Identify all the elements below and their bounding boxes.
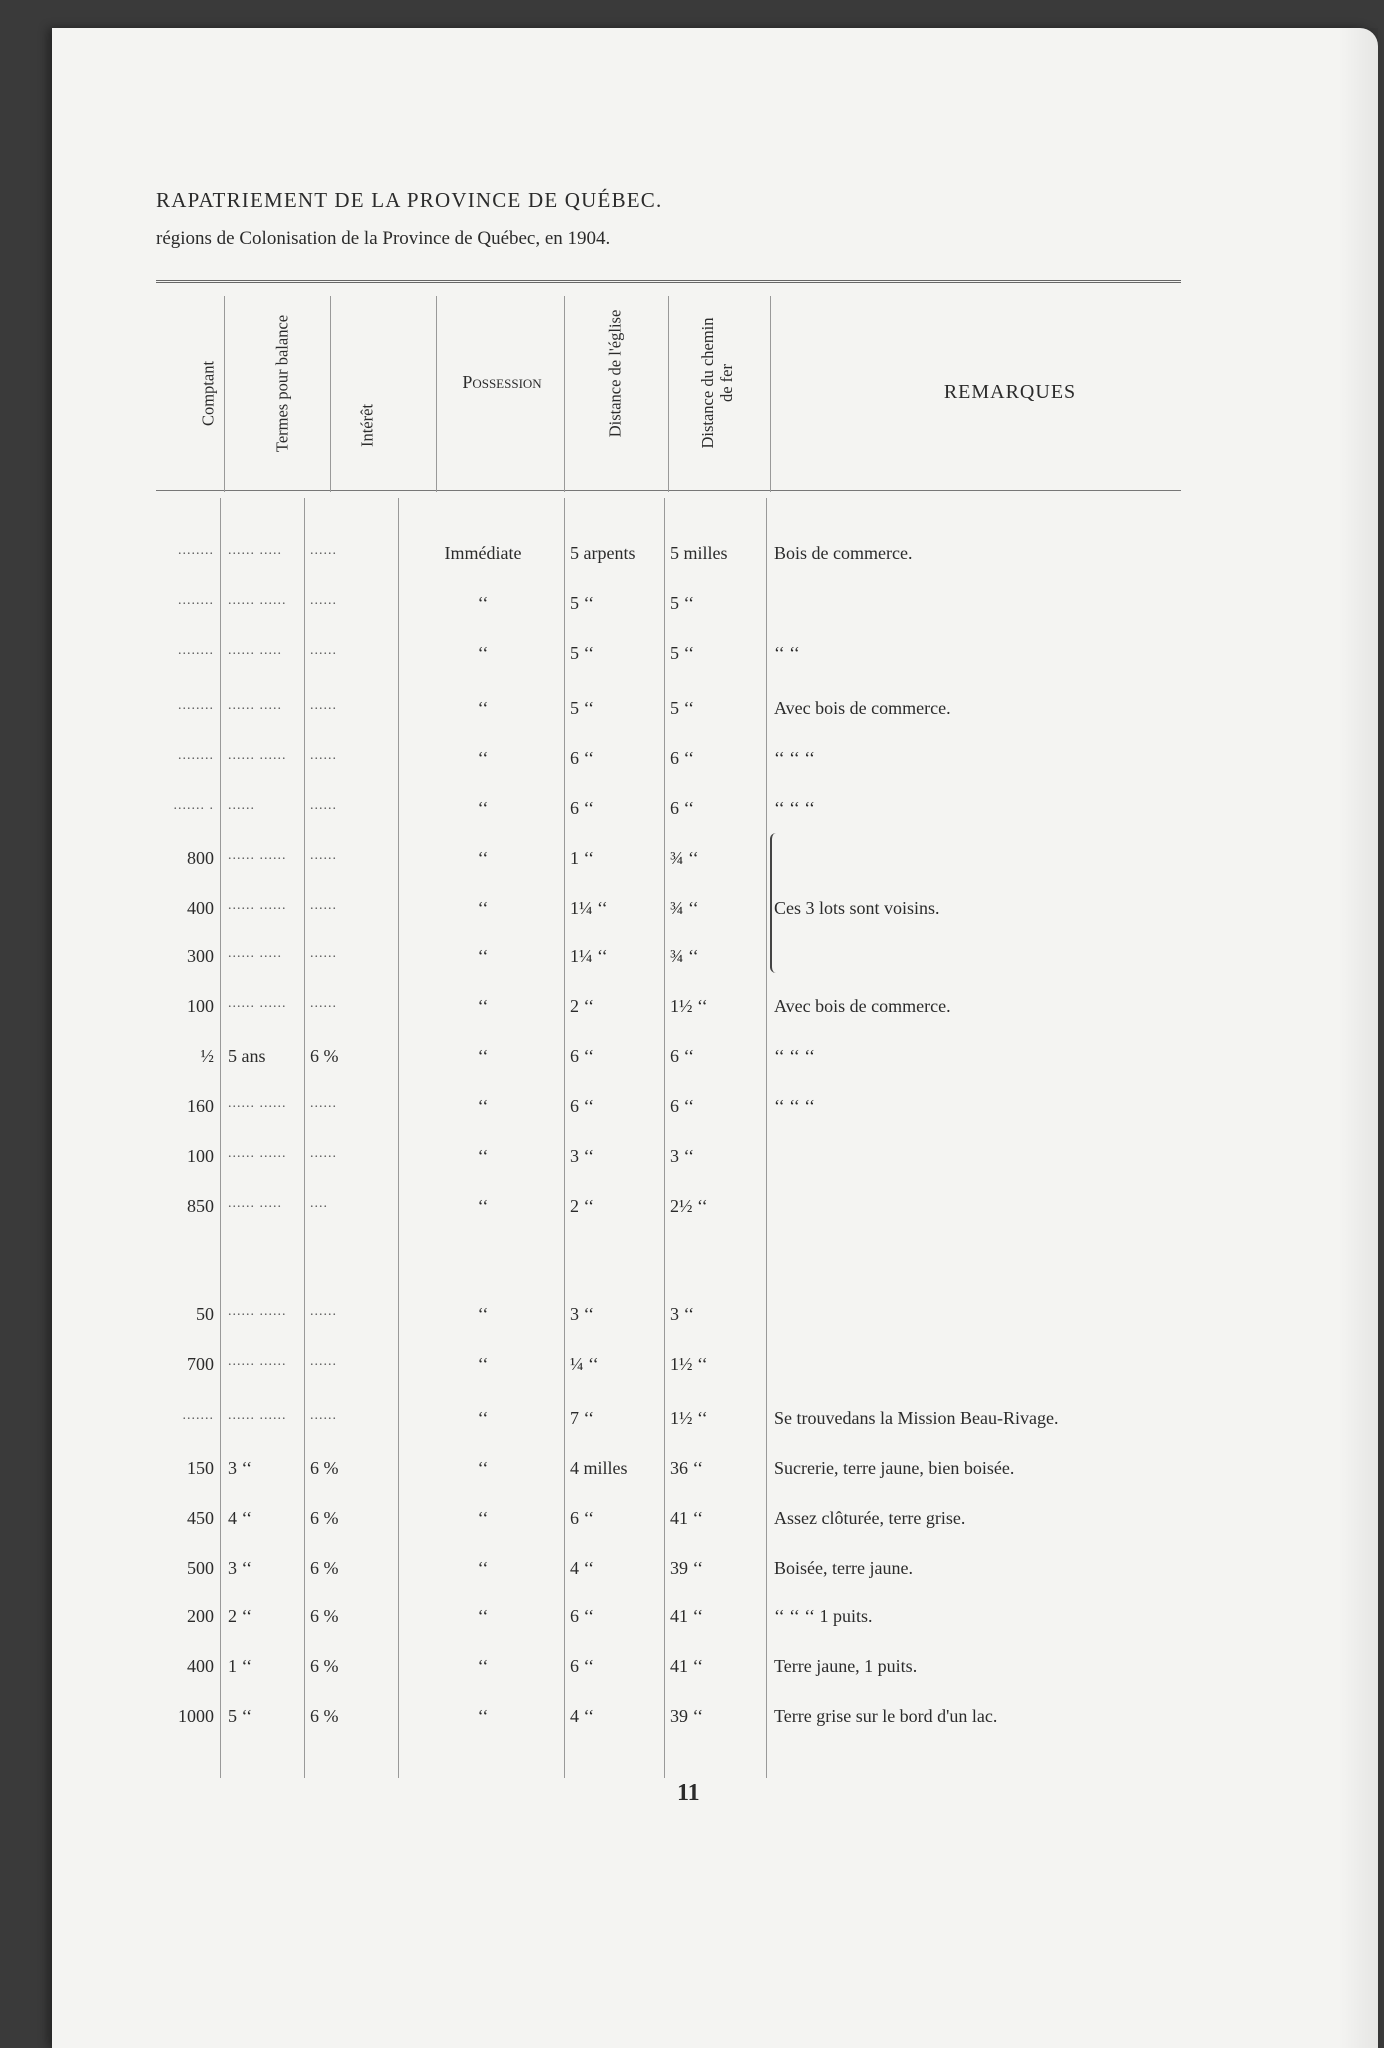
- cell-interet: 6 %: [310, 1606, 339, 1626]
- cell-eglise: 1 ‘‘: [570, 848, 595, 868]
- cell-interet: ......: [310, 848, 337, 863]
- cell-interet: ......: [310, 898, 337, 913]
- cell-interet: ......: [310, 946, 337, 961]
- header-interet: Intérêt: [357, 403, 377, 448]
- cell-comptant: 160: [187, 1096, 214, 1116]
- column-divider: [564, 498, 565, 1778]
- page-edge-shadow: [1338, 28, 1378, 2048]
- cell-interet: ......: [310, 1146, 337, 1161]
- cell-possession: ‘‘: [477, 1656, 489, 1676]
- header-divider: [224, 296, 225, 492]
- cell-remarques: ‘‘ ‘‘ ‘‘: [774, 1046, 815, 1066]
- cell-comptant: 200: [187, 1606, 214, 1626]
- cell-eglise: ¼ ‘‘: [570, 1354, 599, 1374]
- cell-remarques: ‘‘ ‘‘: [774, 643, 800, 663]
- cell-termes: ...... ......: [228, 1354, 287, 1369]
- cell-comptant: ........: [178, 593, 214, 608]
- cell-eglise: 5 ‘‘: [570, 643, 595, 663]
- cell-comptant: 450: [187, 1508, 214, 1528]
- cell-termes: ...... .....: [228, 698, 282, 713]
- cell-termes: ...... ......: [228, 898, 287, 913]
- cell-comptant: 800: [187, 848, 214, 868]
- cell-possession: ‘‘: [477, 1046, 489, 1066]
- cell-eglise: 5 arpents: [570, 543, 636, 563]
- cell-eglise: 5 ‘‘: [570, 593, 595, 613]
- cell-eglise: 6 ‘‘: [570, 798, 595, 818]
- cell-eglise: 4 ‘‘: [570, 1558, 595, 1578]
- cell-interet: 6 %: [310, 1558, 339, 1578]
- cell-remarques: Ces 3 lots sont voisins.: [774, 898, 940, 918]
- cell-eglise: 2 ‘‘: [570, 996, 595, 1016]
- cell-possession: Immédiate: [444, 543, 522, 563]
- cell-termes: ...... .....: [228, 1196, 282, 1211]
- cell-remarques: ‘‘ ‘‘ ‘‘: [774, 748, 815, 768]
- cell-possession: ‘‘: [477, 1606, 489, 1626]
- column-divider: [766, 498, 767, 1778]
- cell-termes: ...... ......: [228, 1146, 287, 1161]
- cell-interet: ......: [310, 1096, 337, 1111]
- header-termes: Termes pour balance: [272, 314, 292, 453]
- header-divider: [668, 296, 669, 492]
- cell-eglise: 6 ‘‘: [570, 748, 595, 768]
- cell-eglise: 4 ‘‘: [570, 1706, 595, 1726]
- cell-interet: 6 %: [310, 1656, 339, 1676]
- cell-remarques: Se trouvedans la Mission Beau-Rivage.: [774, 1408, 1059, 1428]
- cell-termes: ...... ......: [228, 748, 287, 763]
- header-divider: [330, 296, 331, 492]
- cell-interet: ......: [310, 543, 337, 558]
- cell-termes: ...... ......: [228, 996, 287, 1011]
- cell-comptant: .......: [182, 1408, 214, 1423]
- cell-eglise: 1¼ ‘‘: [570, 946, 608, 966]
- cell-termes: ...... ......: [228, 848, 287, 863]
- header-comptant: Comptant: [198, 360, 218, 427]
- header-divider: [436, 296, 437, 492]
- cell-comptant: 50: [196, 1304, 214, 1324]
- cell-chemin: 6 ‘‘: [670, 1046, 695, 1066]
- column-divider: [304, 498, 305, 1778]
- cell-termes: ...... ......: [228, 1408, 287, 1423]
- cell-comptant: ........: [178, 748, 214, 763]
- cell-eglise: 5 ‘‘: [570, 698, 595, 718]
- cell-termes: ......: [228, 798, 255, 813]
- cell-chemin: 36 ‘‘: [670, 1458, 704, 1478]
- cell-possession: ‘‘: [477, 798, 489, 818]
- cell-interet: ......: [310, 748, 337, 763]
- cell-comptant: ........: [178, 698, 214, 713]
- cell-interet: ....: [310, 1196, 328, 1211]
- cell-interet: 6 %: [310, 1508, 339, 1528]
- cell-eglise: 6 ‘‘: [570, 1508, 595, 1528]
- cell-chemin: 1½ ‘‘: [670, 1408, 708, 1428]
- cell-chemin: 41 ‘‘: [670, 1606, 704, 1626]
- cell-remarques: Boisée, terre jaune.: [774, 1558, 913, 1578]
- cell-possession: ‘‘: [477, 1196, 489, 1216]
- header-possession: Possession: [462, 372, 542, 392]
- cell-remarques: Sucrerie, terre jaune, bien boisée.: [774, 1458, 1015, 1478]
- cell-comptant: 400: [187, 898, 214, 918]
- cell-interet: ......: [310, 996, 337, 1011]
- cell-possession: ‘‘: [477, 698, 489, 718]
- cell-comptant: 400: [187, 1656, 214, 1676]
- cell-chemin: 1½ ‘‘: [670, 996, 708, 1016]
- cell-possession: ‘‘: [477, 1706, 489, 1726]
- cell-interet: ......: [310, 698, 337, 713]
- cell-comptant: ........: [178, 643, 214, 658]
- cell-remarques: Terre grise sur le bord d'un lac.: [774, 1706, 998, 1726]
- cell-eglise: 6 ‘‘: [570, 1606, 595, 1626]
- cell-termes: 4 ‘‘: [228, 1508, 253, 1528]
- cell-possession: ‘‘: [477, 1558, 489, 1578]
- cell-comptant: 850: [187, 1196, 214, 1216]
- cell-comptant: 500: [187, 1558, 214, 1578]
- cell-possession: ‘‘: [477, 996, 489, 1016]
- cell-termes: ...... ......: [228, 1096, 287, 1111]
- cell-remarques: Avec bois de commerce.: [774, 698, 951, 718]
- cell-interet: ......: [310, 1304, 337, 1319]
- header-distance-eglise: Distance de l'église: [605, 309, 625, 438]
- cell-chemin: 5 ‘‘: [670, 643, 695, 663]
- cell-termes: ...... ......: [228, 1304, 287, 1319]
- cell-interet: ......: [310, 643, 337, 658]
- cell-chemin: 5 ‘‘: [670, 698, 695, 718]
- cell-possession: ‘‘: [477, 593, 489, 613]
- cell-possession: ‘‘: [477, 1146, 489, 1166]
- cell-eglise: 4 milles: [570, 1458, 628, 1478]
- cell-comptant: 100: [187, 1146, 214, 1166]
- cell-possession: ‘‘: [477, 748, 489, 768]
- document-page: [52, 28, 1378, 2048]
- cell-chemin: 6 ‘‘: [670, 748, 695, 768]
- cell-termes: ...... .....: [228, 643, 282, 658]
- cell-eglise: 3 ‘‘: [570, 1304, 595, 1324]
- cell-remarques: ‘‘ ‘‘ ‘‘: [774, 798, 815, 818]
- cell-comptant: 700: [187, 1354, 214, 1374]
- cell-comptant: 1000: [178, 1706, 214, 1726]
- cell-possession: ‘‘: [477, 1508, 489, 1528]
- cell-possession: ‘‘: [477, 1408, 489, 1428]
- cell-chemin: 6 ‘‘: [670, 1096, 695, 1116]
- header-divider: [770, 296, 771, 492]
- cell-possession: ‘‘: [477, 1354, 489, 1374]
- cell-chemin: ¾ ‘‘: [670, 946, 699, 966]
- cell-eglise: 3 ‘‘: [570, 1146, 595, 1166]
- cell-chemin: 1½ ‘‘: [670, 1354, 708, 1374]
- column-divider: [398, 498, 399, 1778]
- cell-interet: ......: [310, 798, 337, 813]
- cell-chemin: 3 ‘‘: [670, 1146, 695, 1166]
- page-title: RAPATRIEMENT DE LA PROVINCE DE QUÉBEC.: [156, 188, 663, 212]
- cell-termes: 1 ‘‘: [228, 1656, 253, 1676]
- cell-chemin: 5 milles: [670, 543, 728, 563]
- cell-interet: 6 %: [310, 1458, 339, 1478]
- cell-chemin: 39 ‘‘: [670, 1558, 704, 1578]
- cell-remarques: ‘‘ ‘‘ ‘‘: [774, 1096, 815, 1116]
- cell-comptant: 150: [187, 1458, 214, 1478]
- cell-eglise: 1¼ ‘‘: [570, 898, 608, 918]
- cell-remarques: Assez clôturée, terre grise.: [774, 1508, 966, 1528]
- cell-termes: ...... .....: [228, 946, 282, 961]
- cell-remarques: Avec bois de commerce.: [774, 996, 951, 1016]
- cell-eglise: 7 ‘‘: [570, 1408, 595, 1428]
- table-top-rule: [156, 280, 1181, 283]
- cell-termes: 2 ‘‘: [228, 1606, 253, 1626]
- column-divider: [664, 498, 665, 1778]
- cell-chemin: 41 ‘‘: [670, 1656, 704, 1676]
- cell-chemin: ¾ ‘‘: [670, 898, 699, 918]
- cell-chemin: 2½ ‘‘: [670, 1196, 708, 1216]
- cell-chemin: 5 ‘‘: [670, 593, 695, 613]
- cell-chemin: 6 ‘‘: [670, 798, 695, 818]
- header-distance-chemin-de-fer: Distance du chemin de fer: [698, 317, 736, 449]
- cell-comptant: 100: [187, 996, 214, 1016]
- cell-termes: ...... .....: [228, 543, 282, 558]
- grouping-bracket: [770, 833, 778, 973]
- header-remarques: REMARQUES: [943, 381, 1077, 403]
- cell-eglise: 6 ‘‘: [570, 1656, 595, 1676]
- cell-termes: 3 ‘‘: [228, 1458, 253, 1478]
- cell-possession: ‘‘: [477, 1096, 489, 1116]
- cell-chemin: 41 ‘‘: [670, 1508, 704, 1528]
- cell-possession: ‘‘: [477, 1458, 489, 1478]
- header-divider: [564, 296, 565, 492]
- cell-termes: 5 ans: [228, 1046, 266, 1066]
- cell-eglise: 2 ‘‘: [570, 1196, 595, 1216]
- cell-interet: ......: [310, 1408, 337, 1423]
- cell-termes: ...... ......: [228, 593, 287, 608]
- cell-remarques: Bois de commerce.: [774, 543, 913, 563]
- cell-eglise: 6 ‘‘: [570, 1046, 595, 1066]
- cell-remarques: Terre jaune, 1 puits.: [774, 1656, 918, 1676]
- cell-remarques: ‘‘ ‘‘ ‘‘ 1 puits.: [774, 1606, 873, 1626]
- cell-interet: ......: [310, 1354, 337, 1369]
- cell-possession: ‘‘: [477, 946, 489, 966]
- cell-chemin: 3 ‘‘: [670, 1304, 695, 1324]
- cell-possession: ‘‘: [477, 898, 489, 918]
- cell-interet: 6 %: [310, 1046, 339, 1066]
- cell-possession: ‘‘: [477, 643, 489, 663]
- cell-comptant: ....... .: [173, 798, 214, 813]
- cell-interet: 6 %: [310, 1706, 339, 1726]
- cell-termes: 3 ‘‘: [228, 1558, 253, 1578]
- column-divider: [220, 498, 221, 1778]
- page-subtitle: régions de Colonisation de la Province de Québec, en 1904.: [156, 228, 611, 249]
- cell-comptant: 300: [187, 946, 214, 966]
- page-number: 11: [677, 1780, 700, 1806]
- cell-interet: ......: [310, 593, 337, 608]
- cell-termes: 5 ‘‘: [228, 1706, 253, 1726]
- cell-comptant: ........: [178, 543, 214, 558]
- cell-chemin: 39 ‘‘: [670, 1706, 704, 1726]
- cell-eglise: 6 ‘‘: [570, 1096, 595, 1116]
- cell-comptant: ½: [200, 1046, 214, 1066]
- cell-possession: ‘‘: [477, 1304, 489, 1324]
- cell-chemin: ¾ ‘‘: [670, 848, 699, 868]
- cell-possession: ‘‘: [477, 848, 489, 868]
